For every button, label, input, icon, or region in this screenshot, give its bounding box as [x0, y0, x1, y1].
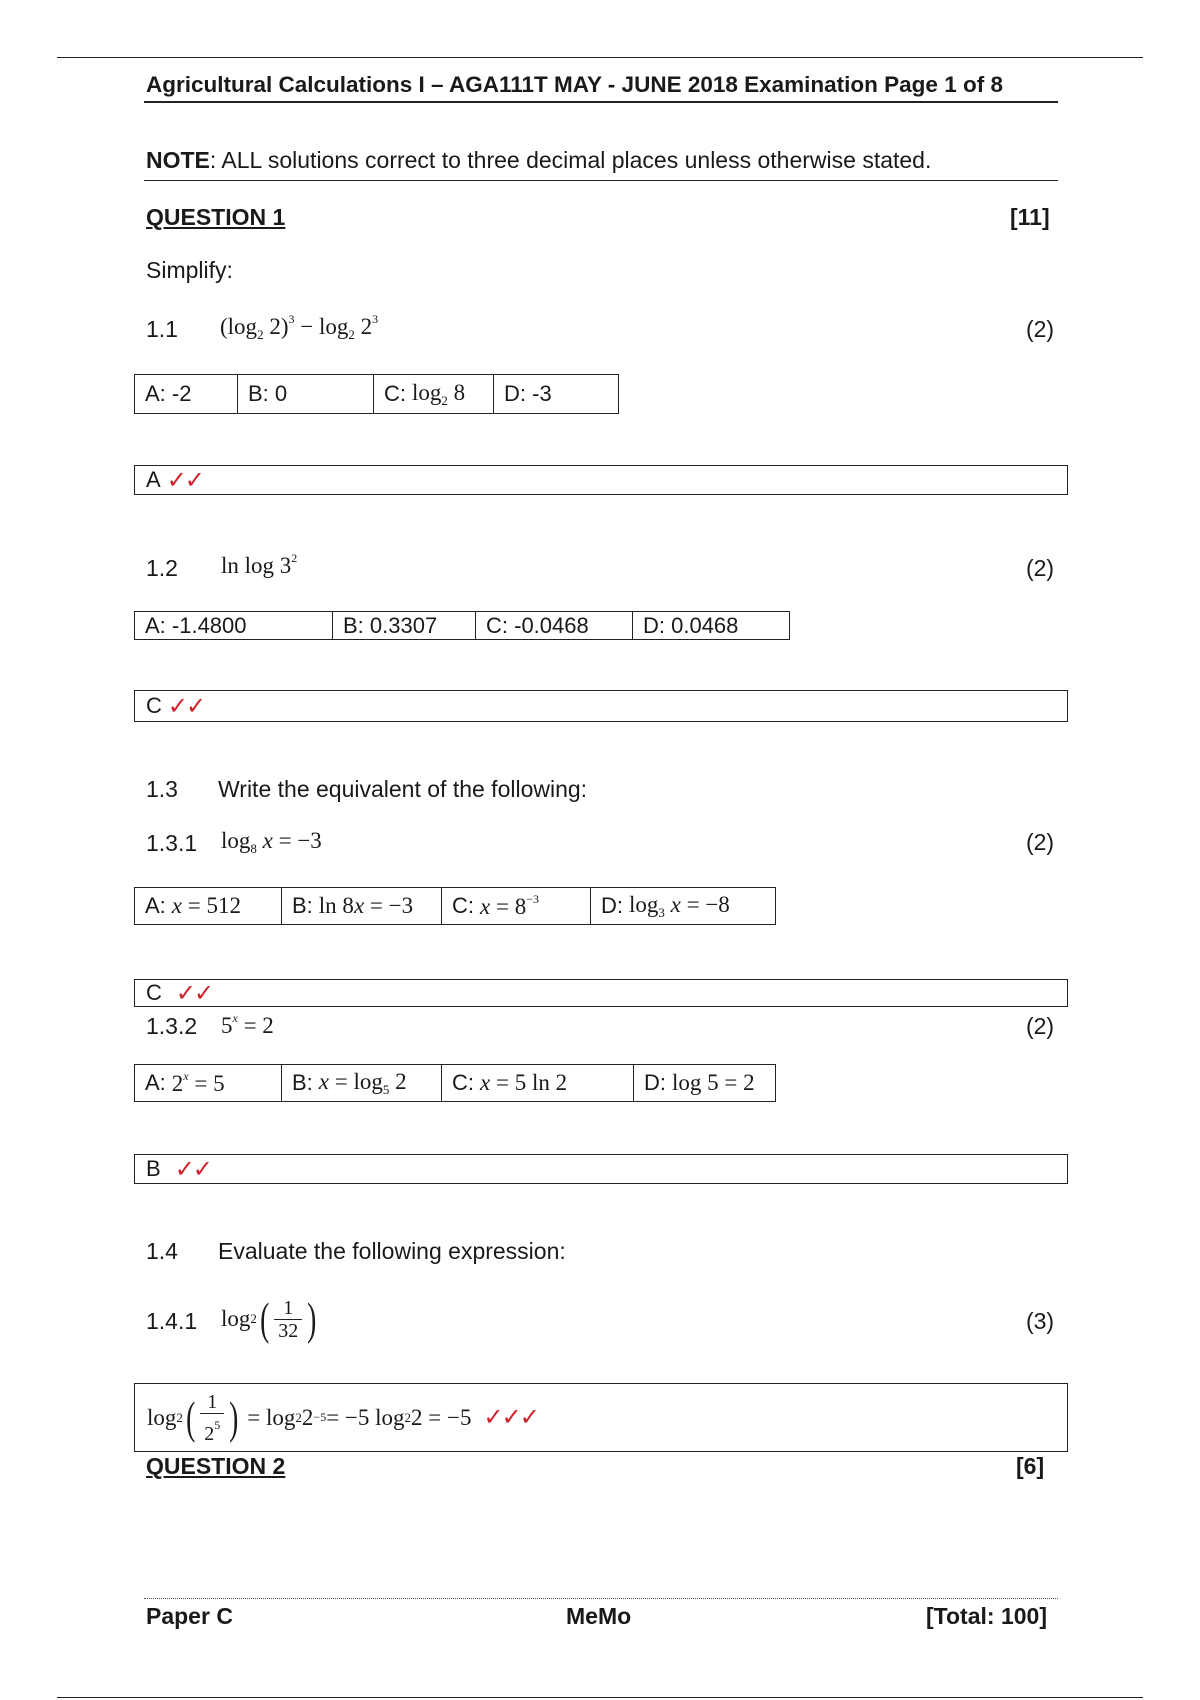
option-c-prefix: C:	[384, 381, 406, 406]
check-marks-icon: ✓✓✓	[483, 1404, 538, 1431]
footer-dotted-rule	[144, 1598, 1058, 1599]
q1-1-number: 1.1	[146, 316, 178, 342]
q1-2-answer-box	[134, 690, 1068, 722]
option-a: A: -2	[135, 375, 238, 413]
q1-4-text: Evaluate the following expression:	[218, 1238, 566, 1264]
top-page-rule	[57, 57, 1143, 58]
q1-1-marks: (2)	[1025, 316, 1055, 342]
option-a-prefix: A:	[145, 1070, 166, 1095]
note-underline	[144, 180, 1058, 181]
option-b: B: 0.3307	[333, 612, 476, 639]
option-c-prefix: C:	[452, 1070, 474, 1095]
q1-4-1-answer-box	[134, 1383, 1068, 1452]
q1-3-1-answer-box	[134, 979, 1068, 1007]
option-d: D: -3	[504, 381, 552, 406]
option-d-prefix: D:	[644, 1070, 666, 1095]
check-marks-icon: ✓✓	[167, 692, 205, 720]
option-a	[135, 888, 282, 924]
page-header-title: Agricultural Calculations I – AGA111T MAY - JUNE 2018 Examination Page 1 of 8	[146, 72, 1003, 97]
option-a-math: x = 512	[171, 893, 241, 918]
option-b	[282, 888, 442, 924]
option-c-math: $\log_2 8$	[412, 379, 466, 408]
check-marks-icon: ✓✓	[174, 1155, 211, 1183]
option-a-math: $2^x = 5$	[171, 1069, 225, 1096]
note-label: NOTE	[146, 147, 210, 173]
q1-3-text: Write the equivalent of the following:	[218, 776, 588, 802]
option-c-math: $x = 8^{-3}$	[480, 892, 539, 919]
q1-3-2-options	[134, 1064, 776, 1102]
header-underline	[144, 101, 1058, 103]
option-b	[282, 1065, 442, 1101]
option-c: C: -0.0468	[476, 612, 633, 639]
q1-4-number: 1.4	[146, 1238, 178, 1264]
option-b: B: 0	[238, 375, 374, 413]
answer-letter: A	[146, 467, 161, 492]
option-c	[442, 1065, 634, 1101]
instruction-simplify: Simplify:	[146, 257, 233, 283]
q1-3-1-options	[134, 887, 776, 925]
q1-4-1-solution: log 2 ( $\frac{1}{2^5}$ ) = log 2 2 −5 = −5 log 2 2 = −5	[147, 1390, 472, 1445]
footer-total: [Total: 100]	[926, 1603, 1047, 1629]
q1-2-number: 1.2	[146, 555, 178, 581]
bottom-page-rule	[57, 1697, 1143, 1698]
question-1-total: [11]	[1010, 204, 1050, 230]
option-d	[634, 1065, 774, 1101]
option-b-prefix: B:	[292, 893, 313, 918]
question-1-heading: QUESTION 1	[146, 204, 286, 230]
q1-4-1-expression: log 2 ( $\frac{1}{32}$ )	[221, 1293, 317, 1344]
q1-3-1-number: 1.3.1	[146, 830, 198, 856]
q1-1-answer-box	[134, 465, 1068, 495]
answer-letter: C	[146, 693, 162, 718]
option-b-math: ln 8x = −3	[318, 893, 414, 918]
q1-2-expression: $\ln \log 3^2$	[221, 551, 298, 578]
q1-2-options	[134, 611, 790, 640]
option-c-prefix: C:	[452, 893, 474, 918]
option-c-math: x = 5 ln 2	[480, 1070, 568, 1095]
q1-3-1-marks: (2)	[1025, 829, 1055, 855]
q1-3-2-expression: $5^x = 2$	[221, 1011, 274, 1038]
q1-4-1-marks: (3)	[1025, 1308, 1055, 1334]
option-b-prefix: B:	[292, 1070, 313, 1095]
footer-paper: Paper C	[146, 1603, 233, 1629]
option-d: D: 0.0468	[643, 612, 739, 638]
option-a: A: -1.4800	[135, 612, 333, 639]
q1-3-2-answer-box	[134, 1154, 1068, 1184]
option-c	[374, 375, 494, 413]
option-c	[442, 888, 591, 924]
answer-letter: B	[146, 1156, 161, 1181]
footer-memo: MeMo	[566, 1603, 632, 1629]
option-a	[135, 1065, 282, 1101]
q1-3-2-marks: (2)	[1025, 1013, 1055, 1039]
q1-3-1-expression: $\log_8 x = -3$	[221, 828, 322, 856]
q1-3-2-number: 1.3.2	[146, 1013, 198, 1039]
q1-3-number: 1.3	[146, 776, 178, 802]
option-d-math: log 5 = 2	[672, 1070, 755, 1095]
check-marks-icon: ✓✓	[166, 466, 203, 494]
q1-1-expression: ($\log_2$ $2)^3 - \log_2 2^3$	[220, 312, 379, 342]
question-2-total: [6]	[1016, 1453, 1045, 1479]
question-2-heading: QUESTION 2	[146, 1453, 286, 1479]
answer-letter: C	[146, 980, 162, 1005]
q1-1-options	[134, 374, 619, 414]
option-d	[591, 888, 774, 924]
note-text: : ALL solutions correct to three decimal places unless otherwise stated.	[209, 147, 932, 173]
q1-2-marks: (2)	[1025, 555, 1055, 581]
option-d-prefix: D:	[601, 893, 623, 918]
note-line	[146, 147, 931, 174]
option-a-prefix: A:	[145, 893, 166, 918]
option-d-math: $\log_3 x = -8$	[629, 891, 730, 920]
option-b-math: $x = \log_5 2$	[318, 1068, 407, 1097]
check-marks-icon: ✓✓	[175, 979, 213, 1007]
q1-4-1-number: 1.4.1	[146, 1308, 198, 1334]
